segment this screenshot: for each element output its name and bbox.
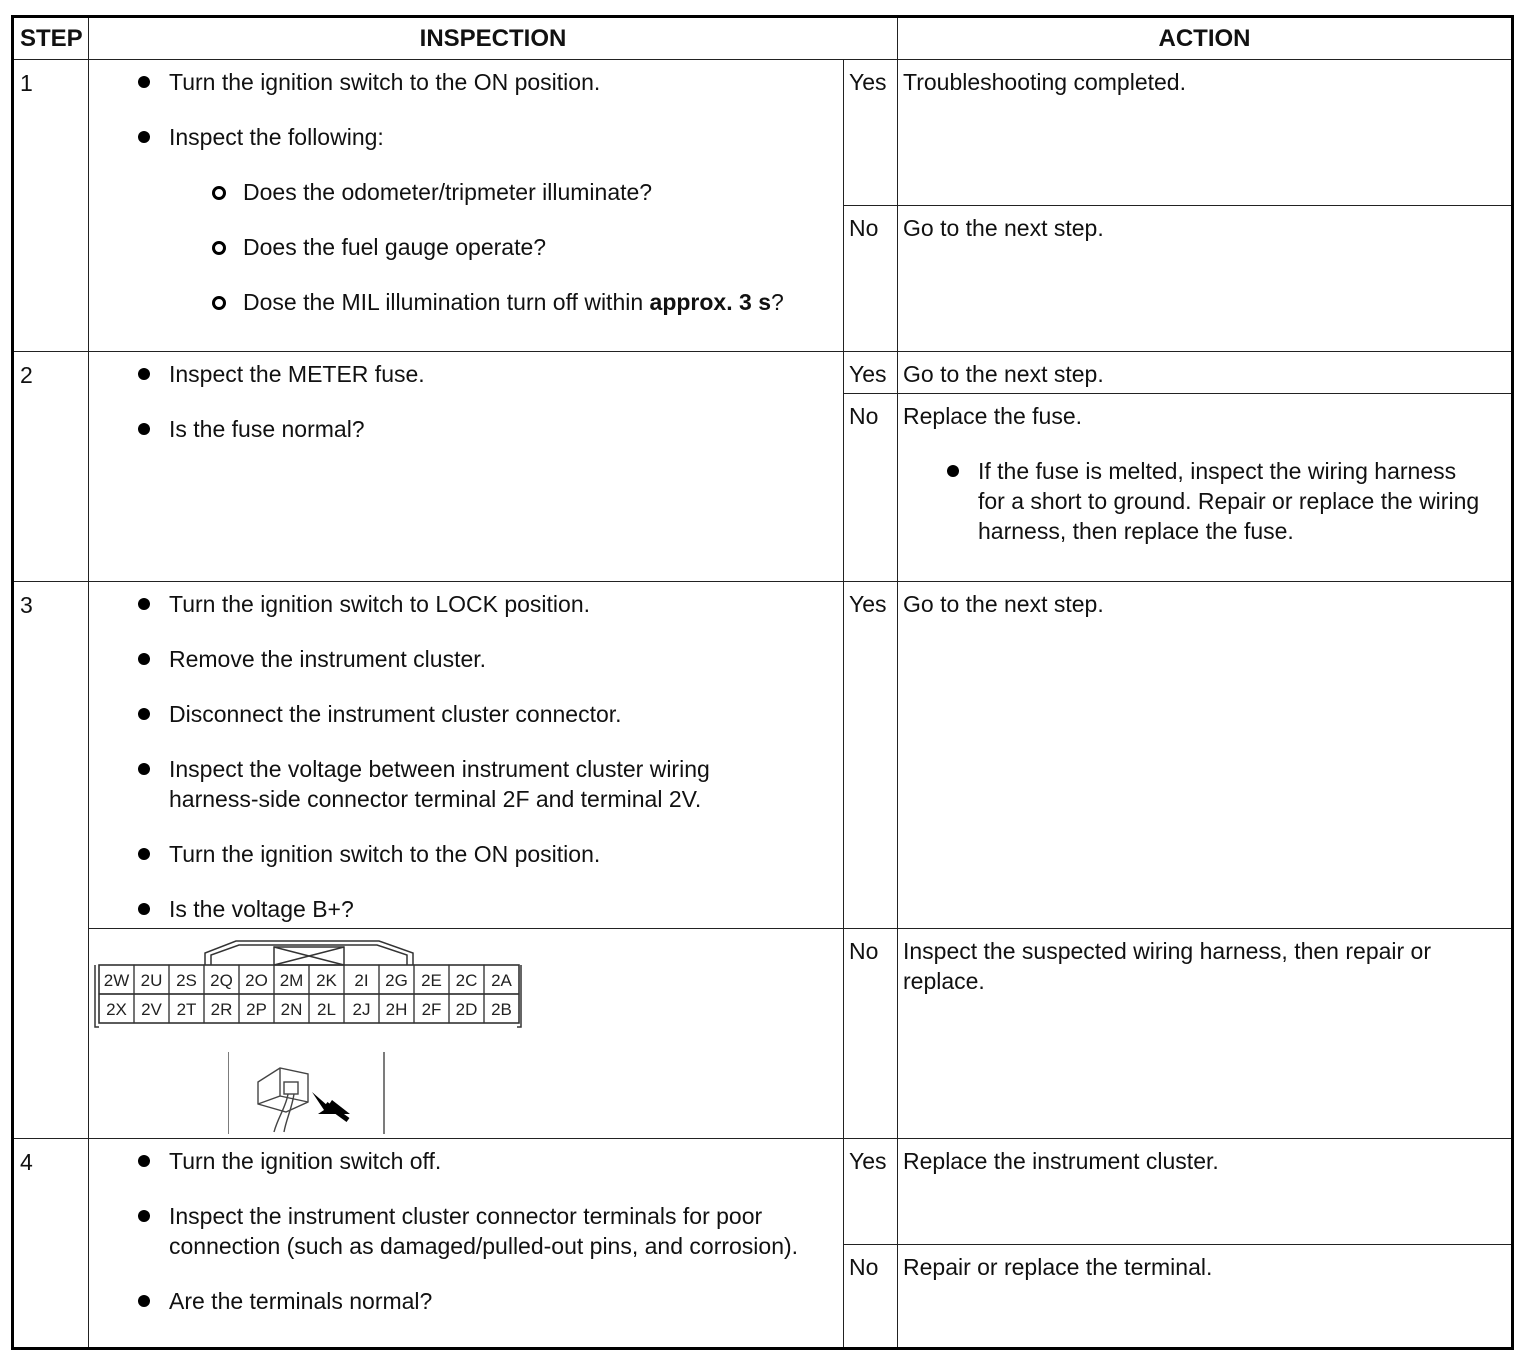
list-item: Is the voltage B+? [169,894,803,924]
connector-pin-label: 2K [316,971,337,990]
step-3-yes-row [13,582,1513,929]
connector-pin-grid [99,965,519,1023]
list-item: Is the fuse normal? [169,414,803,444]
list-item: Inspect the voltage between instrument cluster wiring harness-side connector terminal 2F and terminal 2V. [169,754,803,814]
step-1-yes-row [13,60,1513,206]
connector-pin-label: 2L [317,1000,336,1019]
step-number: 4 [13,1139,89,1349]
yes-action: Go to the next step. [898,352,1513,394]
connector-pin-label: 2G [385,971,408,990]
list-item: If the fuse is melted, inspect the wiring harness for a short to ground. Repair or replace the wiring harness, then replace the fuse. [978,458,1480,544]
connector-pin-label: 2U [140,971,163,990]
connector-pin-label: 2X [106,1000,127,1019]
no-action-text: Replace the fuse. [903,403,1083,429]
connector-pin-label: 2C [455,971,478,990]
no-label: No [844,394,898,582]
connector-pin-label: 2B [491,1000,512,1019]
connector-pin-label: 2R [210,1000,233,1019]
connector-pin-label: 2Q [210,971,233,990]
connector-pin-label: 2F [421,1000,442,1019]
list-item: Turn the ignition switch to the ON position. [169,67,803,97]
connector-pin-label: 2M [279,971,304,990]
list-item: Turn the ignition switch to the ON position. [169,839,803,869]
yes-action: Go to the next step. [898,582,1513,929]
yes-label: Yes [844,1139,898,1245]
step-number: 3 [13,582,89,1139]
connector-pin-label: 2I [354,971,369,990]
step-4-inspection [89,1139,844,1349]
connector-pin-label: 2S [176,971,197,990]
connector-pin-label: 2J [352,1000,371,1019]
list-item: Are the terminals normal? [169,1286,803,1316]
yes-action: Troubleshooting completed. [898,60,1513,206]
connector-pin-label: 2V [141,1000,162,1019]
step-1-inspection [89,60,844,352]
no-action: Repair or replace the terminal. [898,1245,1513,1349]
sub-item-emphasis: approx. 3 s [649,289,771,315]
list-item: Turn the ignition switch to LOCK position. [169,589,803,619]
sub-item-suffix: ? [770,289,784,315]
connector-pin-label: 2W [103,971,130,990]
sub-item: Does the odometer/tripmeter illuminate? [243,177,803,207]
step-3-no-row [13,929,1513,1139]
list-item: Turn the ignition switch off. [169,1146,803,1176]
connector-pin-label: 2A [491,971,512,990]
connector-pin-label: 2D [455,1000,478,1019]
list-item: Disconnect the instrument cluster connector. [169,699,803,729]
inspection-header: INSPECTION [89,17,898,60]
connector-pin-label: 2H [385,1000,408,1019]
connector-pin-label: 2E [421,971,442,990]
no-label: No [844,929,898,1139]
connector-lock-tab [205,941,413,965]
no-label: No [844,206,898,352]
step-2-inspection [89,352,844,582]
sub-item: Does the fuel gauge operate? [243,232,803,262]
yes-label: Yes [844,352,898,394]
sub-item [243,287,803,321]
sub-item-text: Dose the MIL illumination turn off within [243,289,644,315]
step-number: 2 [13,352,89,582]
yes-label: Yes [844,60,898,206]
no-label: No [844,1245,898,1349]
step-2-yes-row [13,352,1513,394]
list-item: Remove the instrument cluster. [169,644,803,674]
action-header: ACTION [898,17,1513,60]
yes-action: Replace the instrument cluster. [898,1139,1513,1245]
connector-pin-label: 2O [245,971,268,990]
no-action: Go to the next step. [898,206,1513,352]
connector-pin-label: 2P [246,1000,267,1019]
probe-illustration [228,1052,388,1134]
no-action [898,394,1513,582]
yes-label: Yes [844,582,898,929]
list-item: Inspect the METER fuse. [169,359,803,389]
connector-pin-label: 2N [280,1000,303,1019]
troubleshooting-table [11,15,1514,1350]
list-item [169,122,803,321]
step-3-inspection [89,582,844,929]
connector-figure [89,929,844,1139]
list-item-text: Inspect the following: [169,124,384,150]
step-header: STEP [13,17,89,60]
step-number: 1 [13,60,89,352]
step-4-yes-row [13,1139,1513,1245]
connector-pin-label: 2T [176,1000,197,1019]
list-item: Inspect the instrument cluster connector terminals for poor connection (such as damaged/pulled-out pins, and corrosion). [169,1201,803,1261]
connector-diagram [91,937,531,1037]
no-action: Inspect the suspected wiring harness, then repair or replace. [898,929,1513,1139]
header-row [13,17,1513,60]
